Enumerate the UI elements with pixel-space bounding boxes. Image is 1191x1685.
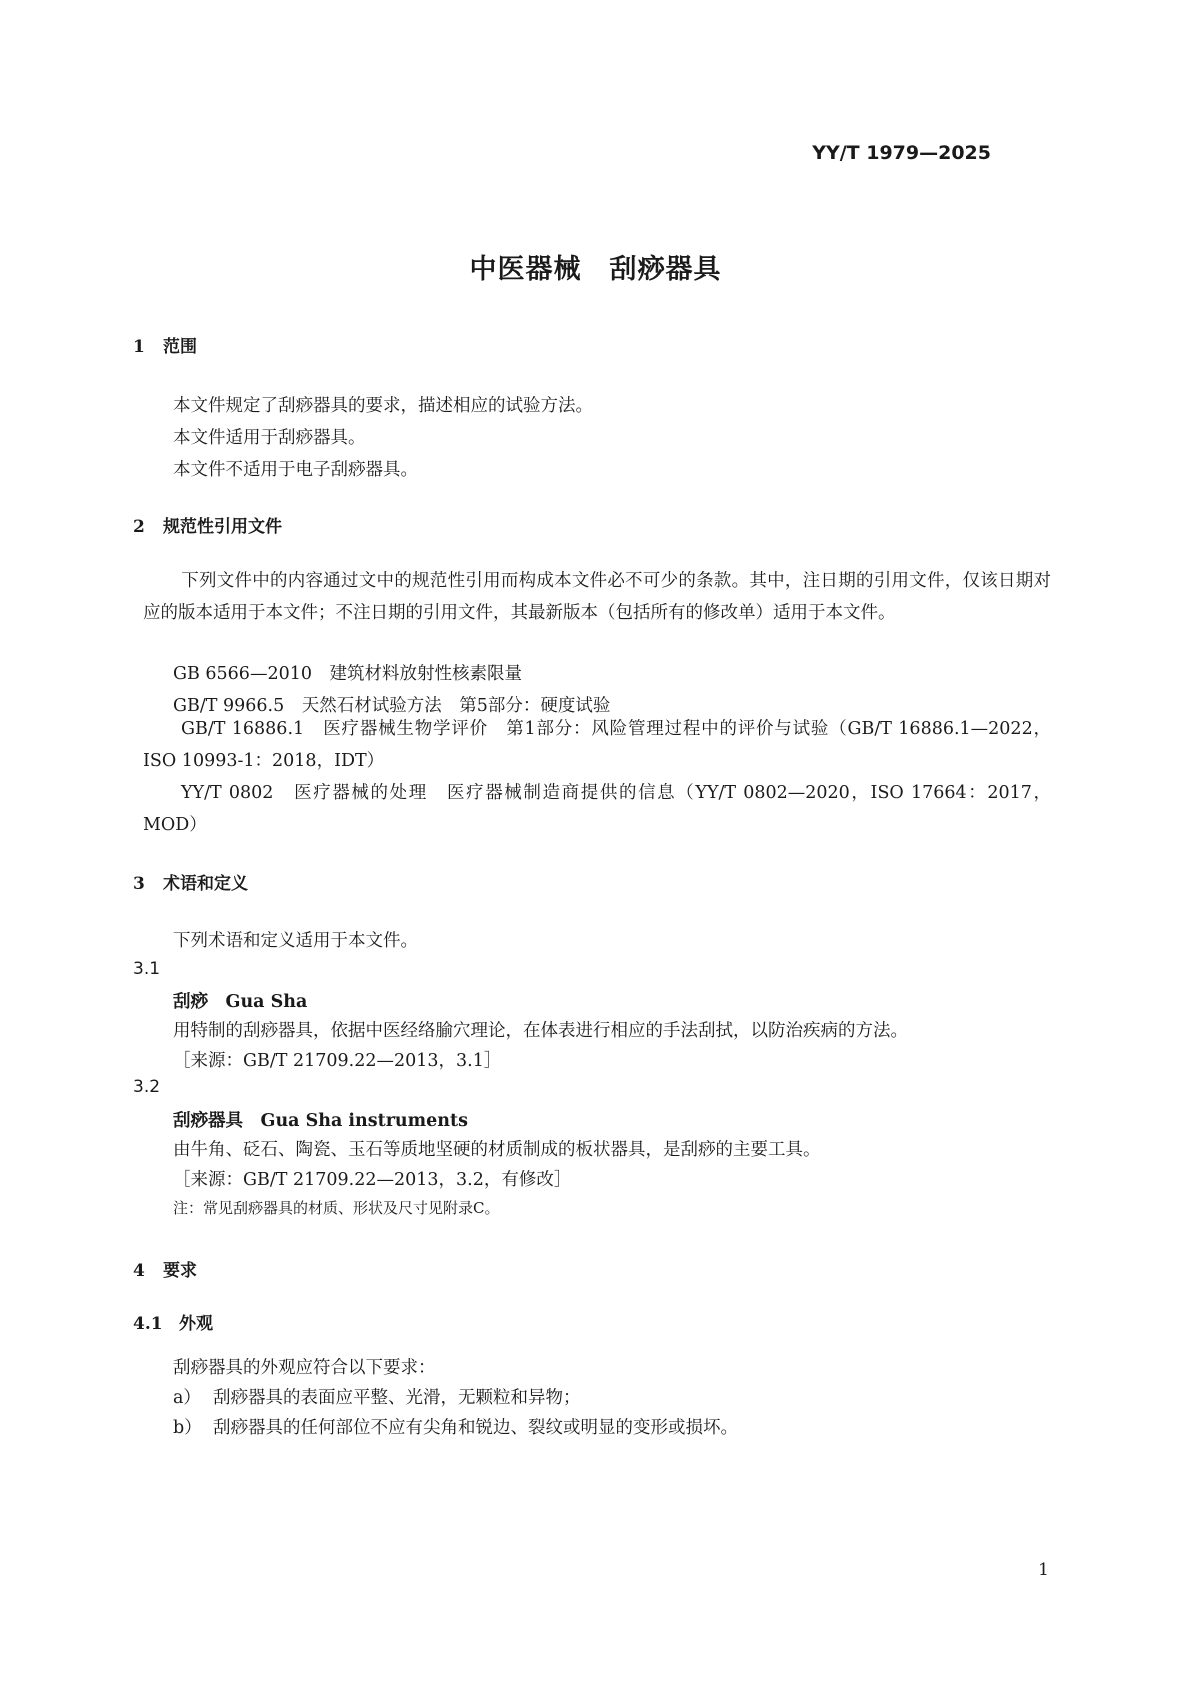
section-3-heading <box>133 869 248 894</box>
term-source: ［来源：GB/T 21709.22—2013，3.1］ <box>173 1051 502 1071</box>
reference-item: GB/T 9966.5 天然石材试验方法 第5部分：硬度试验 <box>173 696 611 716</box>
list-text: 刮痧器具的任何部位不应有尖角和锐边、裂纹或明显的变形或损坏。 <box>213 1418 738 1438</box>
term-cn: 刮痧 <box>173 992 208 1012</box>
term-definition: 用特制的刮痧器具，依据中医经络腧穴理论，在体表进行相应的手法刮拭，以防治疾病的方法。 <box>173 1021 908 1041</box>
term-source: ［来源：GB/T 21709.22—2013，3.2，有修改］ <box>173 1170 572 1190</box>
list-item <box>173 1384 581 1409</box>
section-title: 规范性引用文件 <box>163 517 282 537</box>
list-text: 刮痧器具的表面应平整、光滑，无颗粒和异物； <box>213 1388 581 1408</box>
scope-line-3: 本文件不适用于电子刮痧器具。 <box>173 460 418 480</box>
term-heading <box>173 1107 468 1132</box>
references-intro: 下列文件中的内容通过文中的规范性引用而构成本文件必不可少的条款。其中，注日期的引用文件，仅该日期对应的版本适用于本文件；不注日期的引用文件，其最新版本（包括所有的修改单）适用于本文件。 <box>143 571 1051 623</box>
section-4-heading <box>133 1256 197 1281</box>
term-en: Gua Sha instruments <box>260 1111 468 1131</box>
reference-item: GB/T 16886.1 医疗器械生物学评价 第1部分：风险管理过程中的评价与试验（GB/T 16886.1—2022，ISO 10993-1：2018，IDT） <box>143 719 1051 771</box>
term-heading <box>173 988 307 1013</box>
term-cn: 刮痧器具 <box>173 1111 243 1131</box>
list-label: a） <box>173 1388 201 1408</box>
document-title: 中医器械 刮痧器具 <box>469 254 722 285</box>
section-number: 1 <box>133 337 145 357</box>
terms-note: 注：常见刮痧器具的材质、形状及尺寸见附录C。 <box>173 1199 500 1217</box>
term-definition: 由牛角、砭石、陶瓷、玉石等质地坚硬的材质制成的板状器具，是刮痧的主要工具。 <box>173 1140 821 1160</box>
scope-line-1: 本文件规定了刮痧器具的要求，描述相应的试验方法。 <box>173 396 593 416</box>
term-number: 3.1 <box>133 959 161 979</box>
section-2-heading <box>133 512 282 537</box>
section-title: 要求 <box>163 1261 197 1281</box>
reference-item: YY/T 0802 医疗器械的处理 医疗器械制造商提供的信息（YY/T 0802—2020，ISO 17664：2017，MOD） <box>143 783 1051 835</box>
subsection-number: 4.1 <box>133 1314 163 1334</box>
subsection-title: 外观 <box>179 1314 213 1334</box>
section-number: 2 <box>133 517 145 537</box>
scope-line-2: 本文件适用于刮痧器具。 <box>173 428 366 448</box>
section-number: 3 <box>133 874 145 894</box>
page-number: 1 <box>1038 1560 1049 1580</box>
section-title: 术语和定义 <box>163 874 248 894</box>
term-number: 3.2 <box>133 1077 161 1097</box>
section-1-heading <box>133 332 197 357</box>
term-en: Gua Sha <box>225 992 308 1012</box>
reference-item: GB 6566—2010 建筑材料放射性核素限量 <box>173 664 522 684</box>
section-number: 4 <box>133 1261 145 1281</box>
list-label: b） <box>173 1418 202 1438</box>
list-item <box>173 1414 738 1439</box>
standard-code: YY/T 1979—2025 <box>812 142 991 164</box>
appearance-intro: 刮痧器具的外观应符合以下要求： <box>173 1358 436 1378</box>
terms-intro: 下列术语和定义适用于本文件。 <box>173 931 418 951</box>
subsection-4-1-heading <box>133 1309 213 1334</box>
section-title: 范围 <box>163 337 197 357</box>
